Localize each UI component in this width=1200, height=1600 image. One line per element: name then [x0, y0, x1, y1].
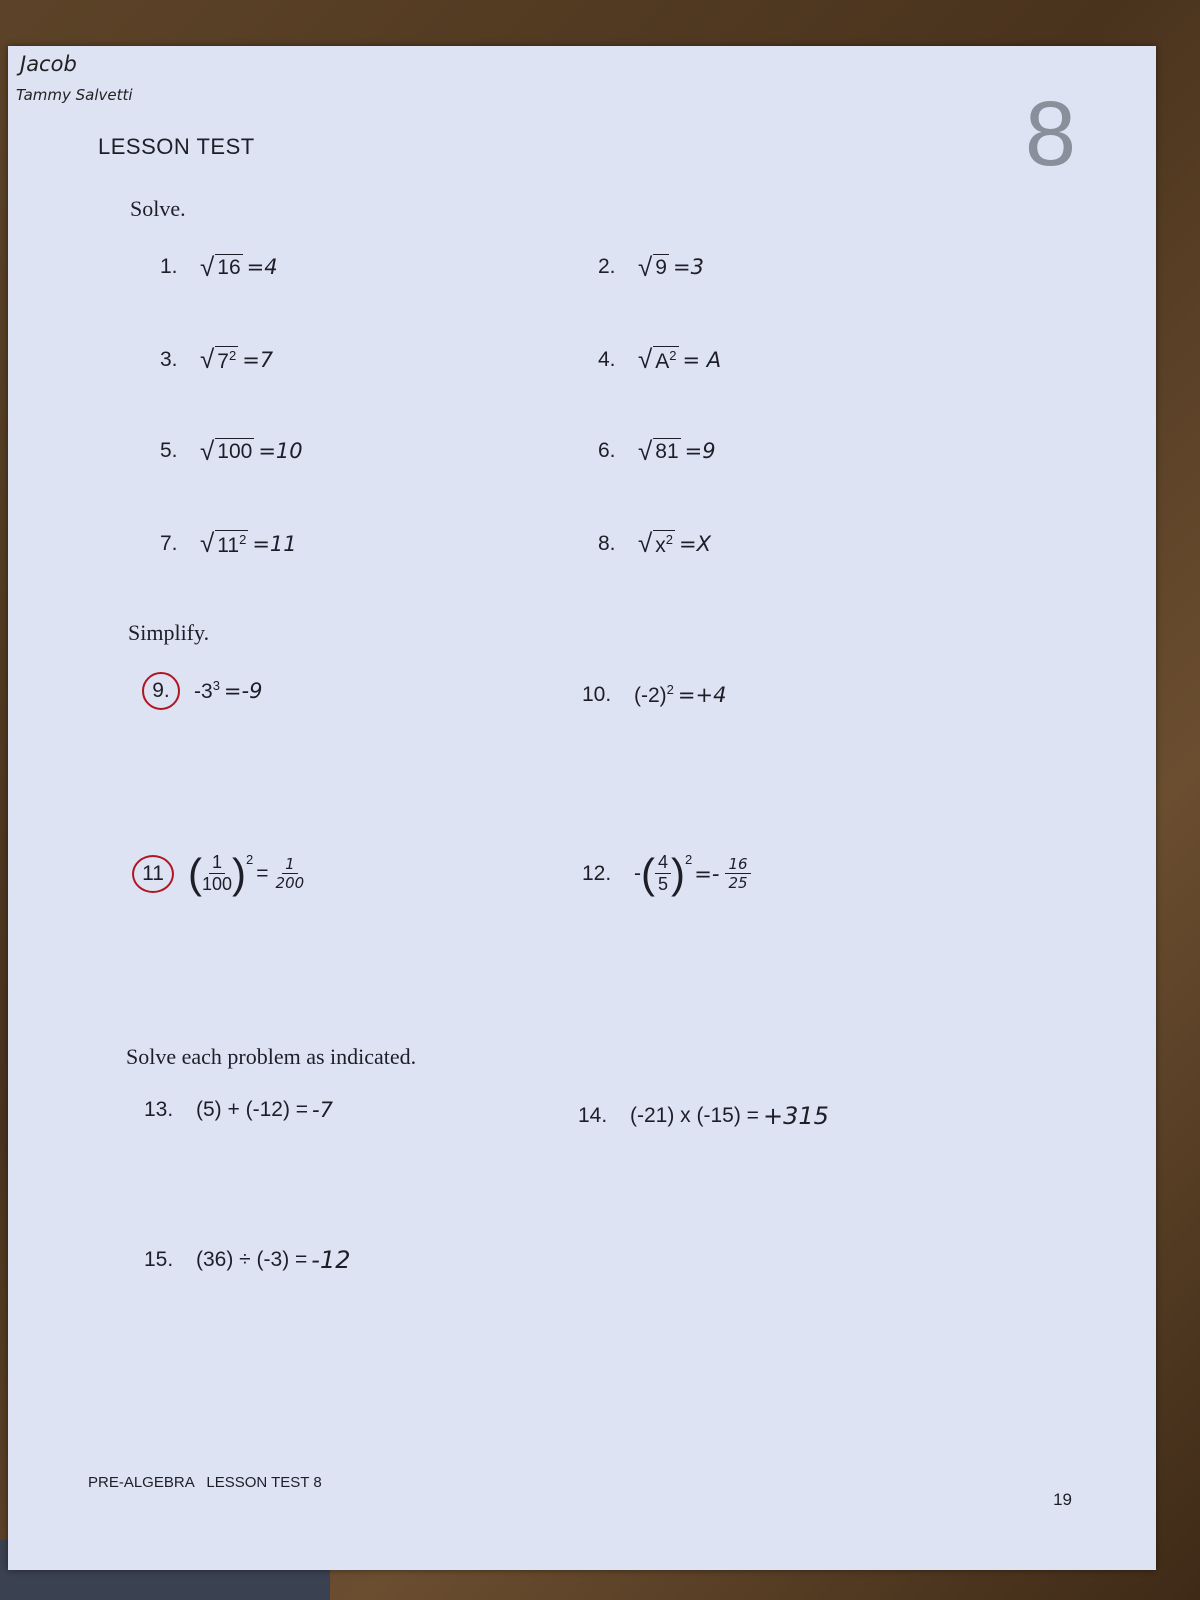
- page-title: LESSON TEST: [98, 134, 255, 159]
- left-paren: (: [188, 849, 202, 897]
- section-indicated: Solve each problem as indicated.: [126, 1044, 417, 1069]
- problem-8: [598, 530, 711, 558]
- square-root: √ $x^2$: [638, 528, 674, 558]
- problem-number: 13.: [144, 1098, 174, 1121]
- answer: -12: [311, 1246, 351, 1274]
- problem-6: [598, 438, 716, 464]
- problem-number-circled: 9.: [142, 672, 180, 710]
- expression: (-21) x (-15) =: [630, 1104, 759, 1127]
- fraction: $\frac{1}{100}$: [202, 852, 233, 894]
- equals-sign: =: [256, 861, 269, 885]
- left-paren: (: [641, 849, 655, 897]
- problem-11: [132, 849, 305, 897]
- problem-number: 14.: [578, 1104, 608, 1127]
- problem-5: [160, 438, 303, 464]
- section-solve: Solve.: [130, 196, 186, 221]
- problem-number: 1.: [160, 255, 178, 278]
- expression: $-3^3$: [194, 678, 220, 703]
- section-simplify: Simplify.: [128, 620, 210, 645]
- square-root: √ $A^2$: [638, 344, 677, 374]
- right-paren: ): [671, 849, 686, 897]
- negative-sign: -: [634, 861, 641, 885]
- problem-10: [582, 682, 726, 708]
- answer: +315: [762, 1102, 829, 1130]
- problem-14: [578, 1102, 829, 1130]
- problem-number: 12.: [582, 861, 612, 885]
- answer: =9: [684, 439, 716, 463]
- problem-number: 4.: [598, 348, 616, 371]
- answer: = A: [682, 348, 722, 372]
- square-root: √ $7^2$: [200, 344, 237, 374]
- answer-fraction: $\frac{16}{25}$: [725, 855, 750, 892]
- student-name: Jacob: [20, 52, 77, 76]
- problem-13: [144, 1098, 333, 1122]
- answer: =X: [679, 532, 711, 556]
- expression: (36) ÷ (-3) =: [196, 1248, 308, 1271]
- answer: =+4: [677, 683, 727, 707]
- problem-number: 15.: [144, 1248, 174, 1271]
- problem-1: [160, 254, 278, 280]
- footer-text: PRE-ALGEBRA LESSON TEST 8: [88, 1474, 322, 1491]
- exponent: 2: [685, 852, 693, 867]
- answer: -7: [312, 1098, 333, 1122]
- problem-12: [582, 849, 751, 897]
- answer-fraction: $\frac{1}{200}$: [275, 855, 305, 892]
- fraction: $\frac{4}{5}$: [655, 852, 671, 895]
- answer: =7: [242, 348, 274, 372]
- answer: =4: [246, 255, 278, 279]
- square-root: √ $11^2$: [200, 528, 247, 558]
- square-root: √ 100: [200, 436, 253, 466]
- problem-number: 7.: [160, 532, 178, 555]
- square-root: √ 81: [638, 436, 679, 466]
- answer: =3: [672, 255, 704, 279]
- problem-number-circled: 11: [132, 855, 174, 893]
- right-paren: ): [232, 849, 247, 897]
- test-number: 8: [1024, 83, 1076, 185]
- answer: =-9: [223, 679, 263, 703]
- problem-number: 8.: [598, 532, 616, 555]
- problem-15: [144, 1246, 351, 1274]
- problem-2: [598, 254, 704, 280]
- problem-number: 6.: [598, 439, 616, 462]
- expression: (5) + (-12) =: [196, 1098, 309, 1121]
- problem-number: 5.: [160, 439, 178, 462]
- exponent: 2: [246, 852, 254, 867]
- worksheet-page: [8, 46, 1156, 1570]
- problem-4: [598, 346, 721, 374]
- problem-number: 10.: [582, 683, 612, 706]
- problem-9: [142, 672, 262, 710]
- problem-7: [160, 530, 297, 558]
- square-root: √ 9: [638, 252, 667, 282]
- expression: $(-2)^2$: [634, 682, 674, 707]
- answer: =11: [252, 532, 297, 556]
- teacher-name: Tammy Salvetti: [16, 86, 133, 104]
- problem-number: 3.: [160, 348, 178, 371]
- page-number: 19: [1053, 1490, 1072, 1509]
- answer-sign: =-: [694, 861, 720, 886]
- answer: =10: [258, 439, 303, 463]
- problem-3: [160, 346, 273, 374]
- problem-number: 2.: [598, 255, 616, 278]
- square-root: √ 16: [200, 252, 241, 282]
